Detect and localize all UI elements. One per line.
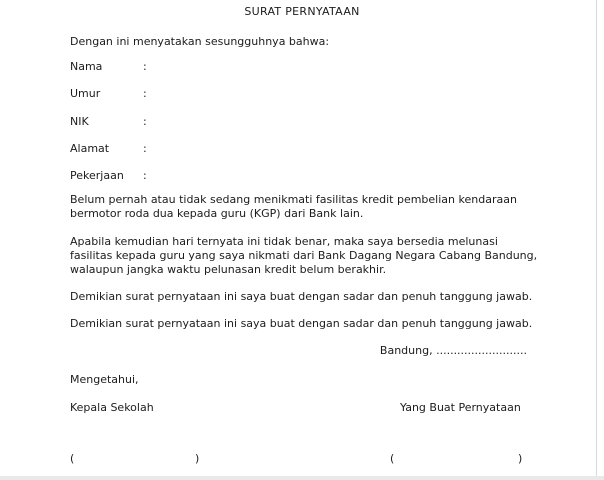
signature-left-close-paren: ) xyxy=(195,452,200,465)
field-label-umur: Umur xyxy=(70,87,101,100)
document-title: SURAT PERNYATAAN xyxy=(244,5,360,18)
paragraph-statement-2 xyxy=(70,235,550,277)
paragraph-closing-2 xyxy=(70,317,550,331)
intro-line: Dengan ini menyatakan sesungguhnya bahwa: xyxy=(70,35,330,48)
paragraph-statement-1 xyxy=(70,193,550,221)
field-colon: : xyxy=(143,169,147,182)
paragraph-line: Belum pernah atau tidak sedang menikmati fasilitas kredit pembelian kendaraan xyxy=(70,193,517,206)
field-colon: : xyxy=(143,87,147,100)
signature-left-heading: Mengetahui, xyxy=(70,373,139,386)
field-row-nik xyxy=(70,115,155,129)
field-label-nik: NIK xyxy=(70,115,89,128)
field-colon: : xyxy=(143,60,147,73)
signature-left-role: Kepala Sekolah xyxy=(70,401,154,414)
paragraph-line: Apabila kemudian hari ternyata ini tidak benar, maka saya bersedia melunasi xyxy=(70,235,498,248)
field-row-umur xyxy=(70,87,155,101)
date-place-line: Bandung, .......................... xyxy=(379,344,527,357)
field-row-pekerjaan xyxy=(70,169,155,183)
paragraph-line: Demikian surat pernyataan ini saya buat dengan sadar dan penuh tanggung jawab. xyxy=(70,290,533,303)
field-row-nama xyxy=(70,60,155,74)
field-colon: : xyxy=(143,115,147,128)
signature-left-open-paren: ( xyxy=(70,452,75,465)
field-row-alamat xyxy=(70,142,155,156)
paragraph-line: fasilitas kepada guru yang saya nikmati dari Bank Dagang Negara Cabang Bandung, xyxy=(70,249,538,262)
page-right-edge-line xyxy=(596,0,597,480)
paragraph-line: bermotor roda dua kepada guru (KGP) dari Bank lain. xyxy=(70,207,364,220)
signature-right-role: Yang Buat Pernyataan xyxy=(400,401,521,414)
field-colon: : xyxy=(143,142,147,155)
signature-right-close-paren: ) xyxy=(518,452,523,465)
paragraph-line: Demikian surat pernyataan ini saya buat dengan sadar dan penuh tanggung jawab. xyxy=(70,317,533,330)
signature-right-open-paren: ( xyxy=(390,452,395,465)
field-label-pekerjaan: Pekerjaan xyxy=(70,169,124,182)
field-label-nama: Nama xyxy=(70,60,103,73)
field-label-alamat: Alamat xyxy=(70,142,110,155)
page-bottom-edge-band xyxy=(0,476,604,480)
paragraph-closing-1 xyxy=(70,290,550,304)
paragraph-line: walaupun jangka waktu pelunasan kredit belum berakhir. xyxy=(70,263,387,276)
